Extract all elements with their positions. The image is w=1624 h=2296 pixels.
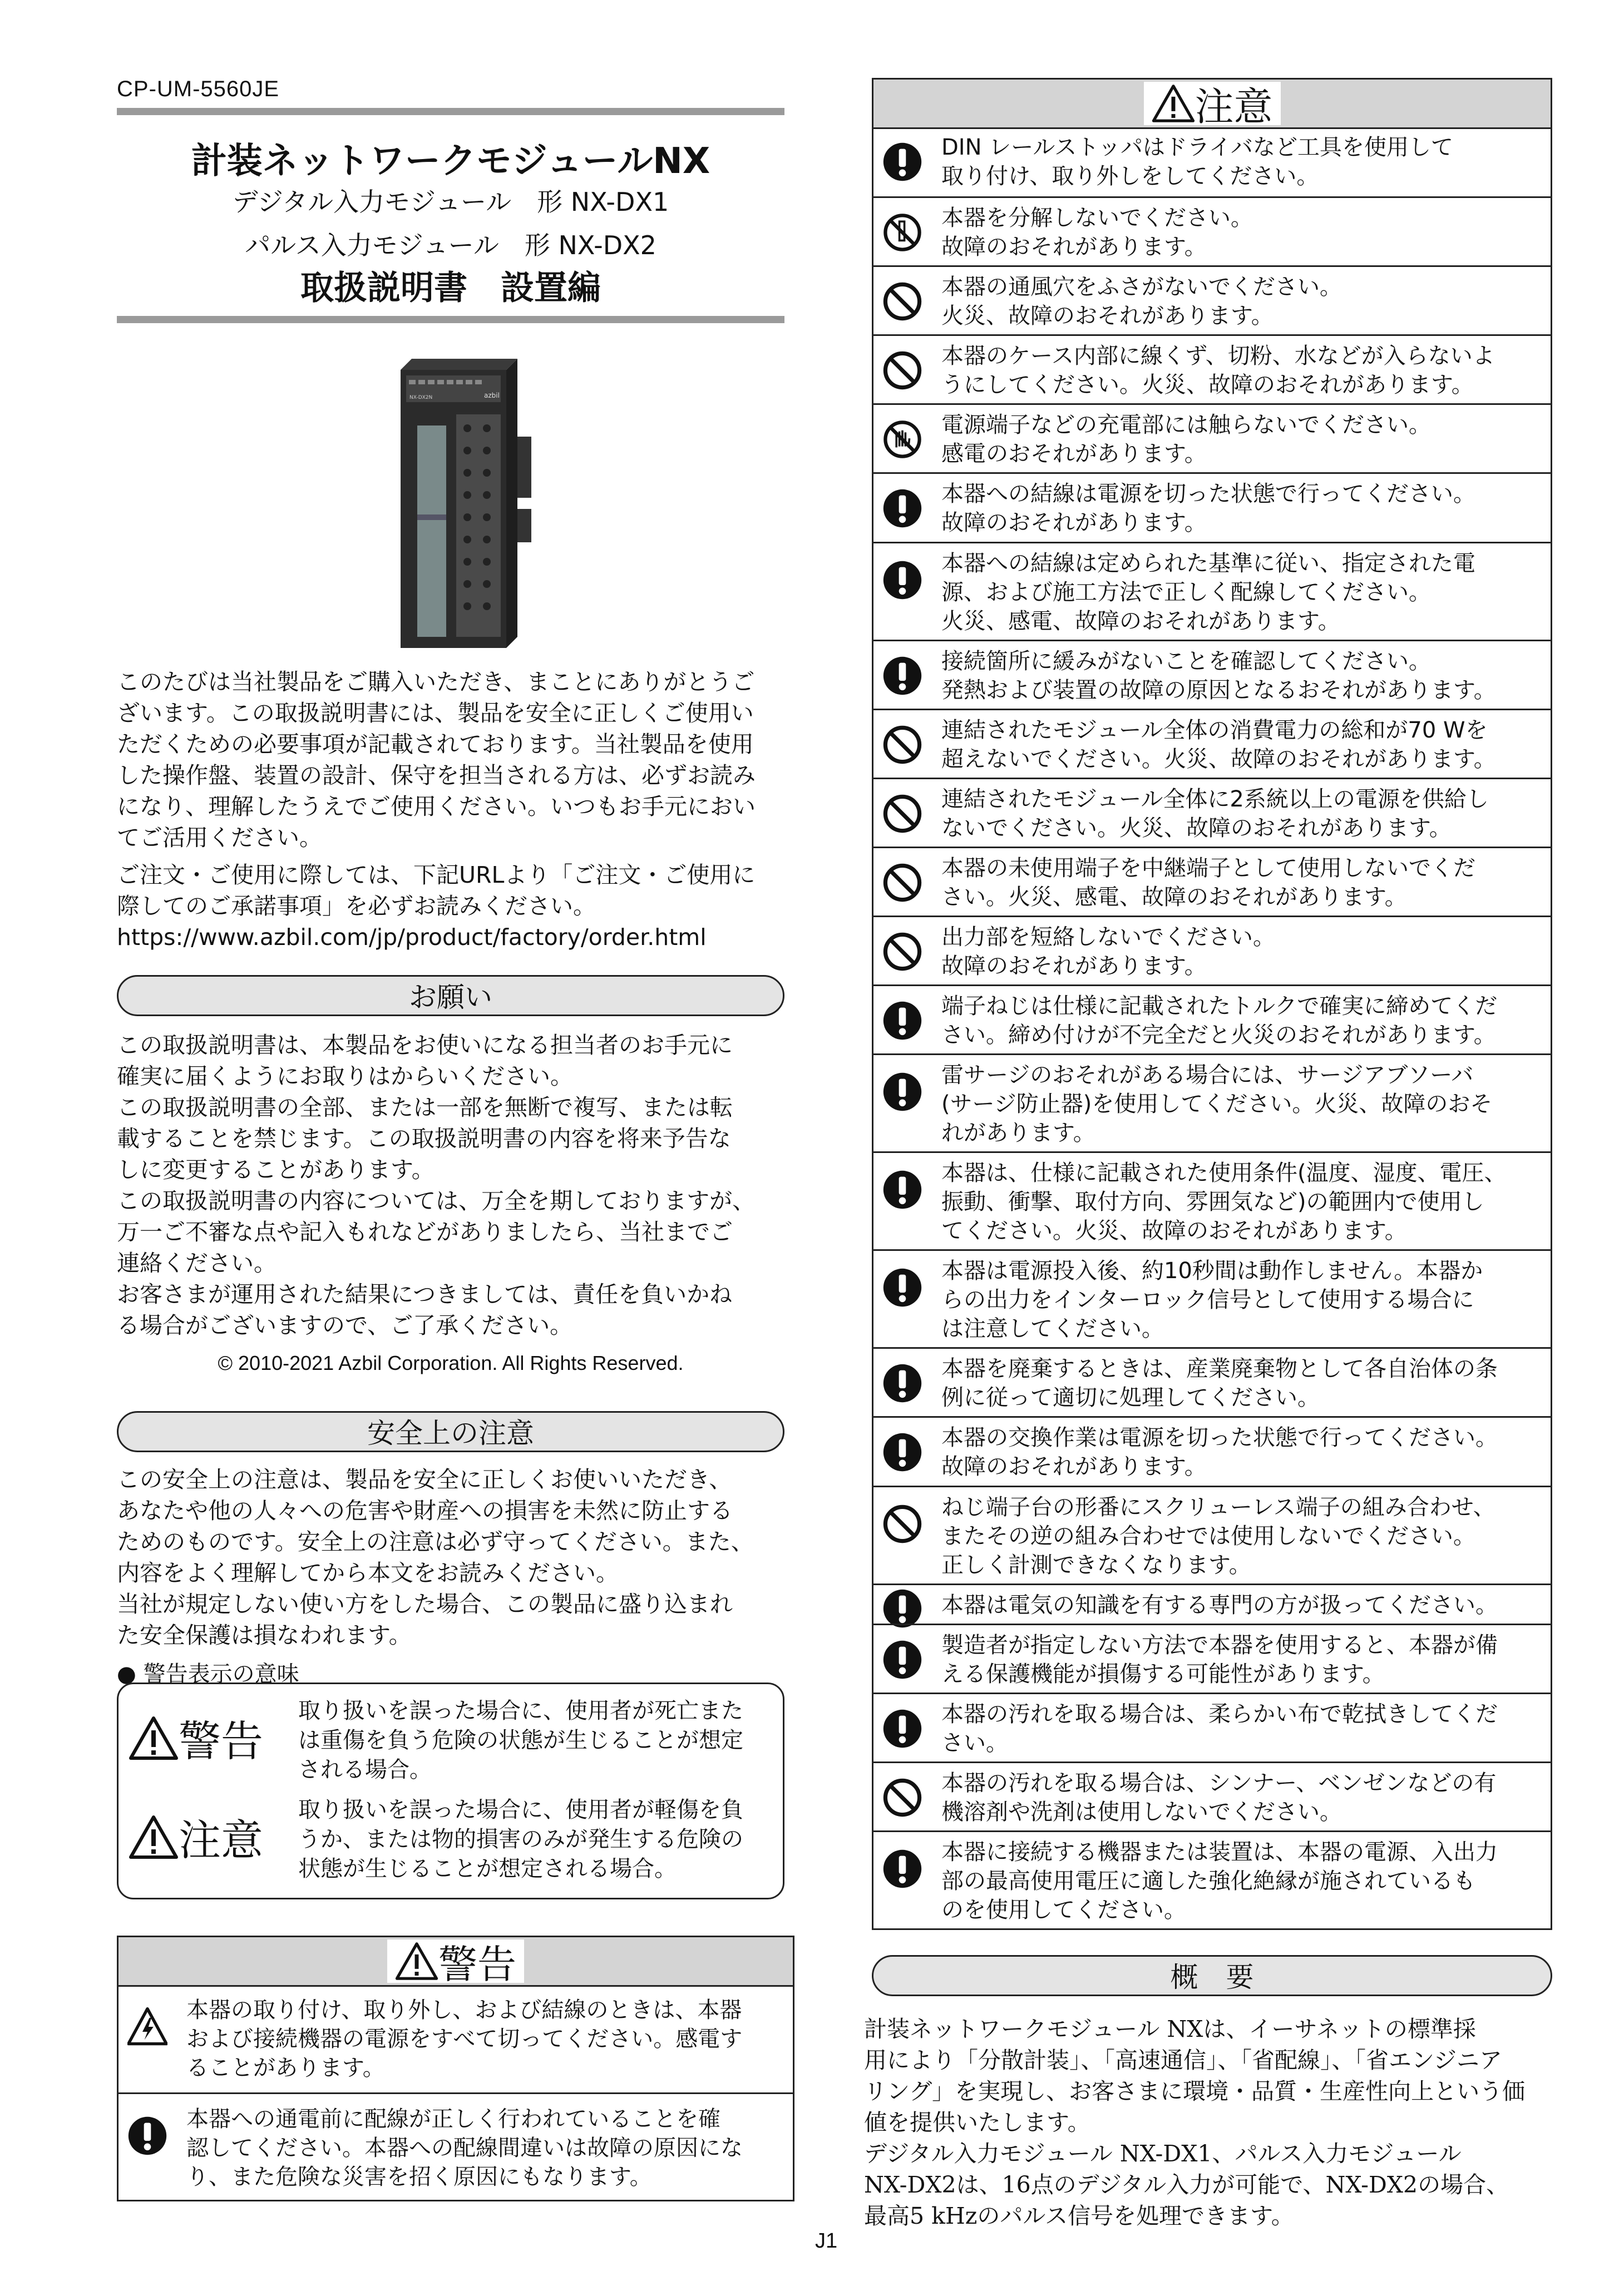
product-model: NX-DX2N xyxy=(409,395,433,400)
caution-text: 本器の汚れを取る場合は、シンナー、ベンゼンなどの有 機溶剤や洗剤は使用しないでください。 xyxy=(941,1770,1497,1825)
product-image xyxy=(378,348,540,659)
warning-triangle-icon xyxy=(129,1716,179,1760)
caution-text: 雷サージのおそれがある場合には、サージアブソーバ (サージ防止器)を使用してください。火災、故障のおそ れがあります。 xyxy=(941,1062,1493,1146)
caution-item xyxy=(873,265,1551,336)
document-subtitle-2: パルス入力モジュール 形 NX-DX2 xyxy=(245,230,656,260)
mandatory-icon xyxy=(882,1170,922,1210)
mandatory-icon xyxy=(882,1363,922,1403)
electric-shock-icon xyxy=(127,2007,167,2047)
caution-item xyxy=(873,1249,1551,1349)
caution-item xyxy=(873,1347,1551,1418)
page-number: J1 xyxy=(815,2229,838,2253)
mandatory-icon xyxy=(882,1001,922,1041)
warning-item xyxy=(119,1985,793,2092)
warning-triangle-icon xyxy=(395,1942,438,1981)
caution-text: 本器に接続する機器または装置は、本器の電源、入出力 部の最高使用電圧に適した強化絶縁が施されているも のを使用してください。 xyxy=(941,1839,1498,1923)
caution-text: 本器の通風穴をふさがないでください。 火災、故障のおそれがあります。 xyxy=(941,274,1342,329)
legend-caution-label: 注意 xyxy=(179,1815,263,1865)
caution-item xyxy=(873,1416,1551,1487)
caution-text: 電源端子などの充電部には触らないでください。 感電のおそれがあります。 xyxy=(941,412,1431,467)
caution-item xyxy=(873,1830,1551,1930)
caution-triangle-icon xyxy=(129,1815,179,1859)
caution-text: 出力部を短絡しないでください。 故障のおそれがあります。 xyxy=(941,924,1275,979)
caution-text: 接続箇所に緩みがないことを確認してください。 発熱および装置の故障の原因となるおそれがあります。 xyxy=(941,648,1496,703)
request-paragraph: この取扱説明書は、本製品をお使いになる担当者のお手元に 確実に届くようにお取りはからいください。 この取扱説明書の全部、または一部を無断で複写、または転 載することを禁じます。この取扱説明書の内容を将来予告な しに変更することがあります。 この取扱説明書の内容については、万全を期しておりますが、 万一ご不審な点や記入もれなどがありましたら、当社までご 連絡ください。 お客さまが運用された結果につきましては、責任を負いかね る場合がございますので、ご了承ください。 xyxy=(117,1032,756,1339)
caution-item xyxy=(873,1761,1551,1832)
overview-heading: 概 要 xyxy=(872,1955,1552,1996)
caution-item xyxy=(873,847,1551,917)
caution-item xyxy=(873,1693,1551,1763)
mandatory-icon xyxy=(127,2116,167,2156)
caution-item xyxy=(873,1584,1551,1625)
mandatory-icon xyxy=(882,1072,922,1112)
caution-text: 本器を分解しないでください。 故障のおそれがあります。 xyxy=(941,205,1253,260)
prohibited-icon xyxy=(882,350,922,390)
mandatory-icon xyxy=(882,1589,922,1629)
caution-text: DIN レールストッパはドライバなど工具を使用して 取り付け、取り外しをしてください。 xyxy=(941,135,1454,190)
warning-box-header xyxy=(119,1937,793,1987)
intro-paragraph: このたびは当社製品をご購入いただき、まことにありがとうご ざいます。この取扱説明書には、製品を安全に正しくご使用い ただくための必要事項が記載されております。当社製品を使用 した操作盤、装置の設計、保守を担当される方は、必ずお読み になり、理解したうえでご使用ください。いつもお手元におい てご活用ください。 xyxy=(117,669,756,851)
caution-box xyxy=(872,78,1552,1930)
warning-box xyxy=(117,1936,794,2201)
caution-text: 連結されたモジュール全体の消費電力の総和が70 Wを 超えないでください。火災、故障のおそれがあります。 xyxy=(941,717,1496,772)
safety-heading: 安全上の注意 xyxy=(117,1411,784,1452)
mandatory-icon xyxy=(882,1640,922,1680)
title-rule xyxy=(117,316,784,323)
caution-text: ねじ端子台の形番にスクリューレス端子の組み合わせ、 またその逆の組み合わせでは使用しないでください。 正しく計測できなくなります。 xyxy=(941,1494,1495,1578)
prohibited-icon xyxy=(882,863,922,903)
caution-triangle-icon xyxy=(1152,84,1195,123)
caution-item xyxy=(873,709,1551,779)
header-rule xyxy=(117,108,784,115)
document-subtitle-1: デジタル入力モジュール 形 NX-DX1 xyxy=(232,187,669,217)
safety-paragraph: この安全上の注意は、製品を安全に正しくお使いいただき、 あなたや他の人々への危害や財産への損害を未然に防止する ためのものです。安全上の注意は必ず守ってください。また、 内容をよく理解してから本文をお読みください。 当社が規定しない使い方をした場合、この製品に盛り込まれ た安全保護は損なわれます。 xyxy=(117,1466,754,1649)
legend-warning-row xyxy=(129,1696,774,1791)
no-touch-icon xyxy=(882,419,922,459)
caution-text: 本器を廃棄するときは、産業廃棄物として各自治体の条 例に従って適切に処理してください。 xyxy=(941,1356,1498,1411)
prohibited-icon xyxy=(882,281,922,321)
overview-paragraph: 計装ネットワークモジュール NXは、イーサネットの標準採 用により「分散計装」、「高速通信」、「省配線」、「省エンジニア リング」を実現し、お客さまに環境・品質・生産性向上という価 値を提供いたします。 デジタル入力モジュール NX-DX1、パルス入力モジュール NX-DX2は、16点のデジタル入力が可能で、NX-DX2の場合、 最高5 kHzのパルス信号を処理できます。 xyxy=(864,2016,1526,2229)
caution-item xyxy=(873,127,1551,196)
caution-text: 連結されたモジュール全体に2系統以上の電源を供給し ないでください。火災、故障のおそれがあります。 xyxy=(941,786,1489,841)
order-paragraph: ご注文・ご使用に際しては、下記URLより「ご注文・ご使用に 際してのご承諾事項」を必ずお読みください。 https://www.azbil.com/jp/product/factory/order.html xyxy=(117,862,756,951)
caution-item xyxy=(873,334,1551,405)
mandatory-icon xyxy=(882,1268,922,1308)
caution-item xyxy=(873,1624,1551,1694)
copyright: © 2010-2021 Azbil Corporation. All Rights Reserved. xyxy=(218,1352,684,1374)
warning-box-title: 警告 xyxy=(438,1941,516,1987)
mandatory-icon xyxy=(882,1709,922,1749)
mandatory-icon xyxy=(882,656,922,696)
product-brand: azbil xyxy=(484,392,500,399)
mandatory-icon xyxy=(882,1849,922,1889)
legend-caution-desc: 取り扱いを誤った場合に、使用者が軽傷を負 うか、または物的損害のみが発生する危険の 状態が生じることが想定される場合。 xyxy=(298,1797,743,1882)
prohibited-icon xyxy=(882,725,922,765)
document-title: 計装ネットワークモジュールNX xyxy=(191,141,710,182)
prohibited-icon xyxy=(882,1504,922,1544)
caution-box-title: 注意 xyxy=(1194,83,1273,130)
caution-item xyxy=(873,916,1551,986)
legend-warning-desc: 取り扱いを誤った場合に、使用者が死亡また は重傷を負う危険の状態が生じることが想定 される場合。 xyxy=(298,1698,743,1783)
mandatory-icon xyxy=(882,560,922,600)
caution-text: 本器への結線は電源を切った状態で行ってください。 故障のおそれがあります。 xyxy=(941,481,1475,536)
caution-text: 製造者が指定しない方法で本器を使用すると、本器が備 える保護機能が損傷する可能性があります。 xyxy=(941,1632,1498,1687)
caution-text: 本器への結線は定められた基準に従い、指定された電 源、および施工方法で正しく配線してください。 火災、感電、故障のおそれがあります。 xyxy=(941,550,1475,634)
caution-item xyxy=(873,640,1551,710)
caution-item xyxy=(873,984,1551,1055)
caution-item xyxy=(873,403,1551,474)
mandatory-icon xyxy=(882,488,922,528)
caution-text: 端子ねじは仕様に記載されたトルクで確実に締めてくだ さい。締め付けが不完全だと火災のおそれがあります。 xyxy=(941,993,1498,1048)
warning-text: 本器の取り付け、取り外し、および結線のときは、本器 および接続機器の電源をすべて切ってください。感電す ることがあります。 xyxy=(186,1997,743,2081)
caution-box-header xyxy=(873,80,1551,129)
caution-text: 本器の汚れを取る場合は、柔らかい布で乾拭きしてくだ さい。 xyxy=(941,1701,1498,1756)
caution-text: 本器は、仕様に記載された使用条件(温度、湿度、電圧、 振動、衝撃、取付方向、雰囲気など)の範囲内で使用し てください。火災、故障のおそれがあります。 xyxy=(941,1160,1507,1244)
caution-item xyxy=(873,1053,1551,1153)
prohibited-icon xyxy=(882,1778,922,1818)
request-heading: お願い xyxy=(117,975,784,1016)
warning-legend xyxy=(117,1683,784,1899)
caution-item xyxy=(873,196,1551,267)
legend-warning-label: 警告 xyxy=(179,1716,263,1766)
caution-item xyxy=(873,1151,1551,1251)
legend-heading: ● 警告表示の意味 xyxy=(117,1661,299,1687)
caution-text: 本器の未使用端子を中継端子として使用しないでくだ さい。火災、感電、故障のおそれがあります。 xyxy=(941,855,1475,910)
warning-text: 本器への通電前に配線が正しく行われていることを確 認してください。本器への配線間違いは故障の原因にな り、また危険な災害を招く原因にもなります。 xyxy=(186,2106,743,2190)
mandatory-icon xyxy=(882,1432,922,1472)
warning-item xyxy=(119,2092,793,2201)
legend-caution-row xyxy=(129,1795,774,1890)
no-disassembly-icon xyxy=(882,212,922,253)
caution-text: 本器の交換作業は電源を切った状態で行ってください。 故障のおそれがあります。 xyxy=(941,1425,1498,1480)
caution-item xyxy=(873,778,1551,848)
prohibited-icon xyxy=(882,932,922,972)
document-subtitle-3: 取扱説明書 設置編 xyxy=(300,269,601,308)
prohibited-icon xyxy=(882,794,922,834)
caution-text: 本器のケース内部に線くず、切粉、水などが入らないよ うにしてください。火災、故障のおそれがあります。 xyxy=(941,343,1495,398)
caution-item xyxy=(873,1486,1551,1585)
caution-text: 本器は電気の知識を有する専門の方が扱ってください。 xyxy=(941,1592,1498,1618)
caution-item xyxy=(873,542,1551,641)
document-code: CP-UM-5560JE xyxy=(117,77,280,101)
caution-item xyxy=(873,472,1551,543)
mandatory-icon xyxy=(882,142,922,182)
caution-text: 本器は電源投入後、約10秒間は動作しません。本器か らの出力をインターロック信号として使用する場合に は注意してください。 xyxy=(941,1258,1483,1342)
